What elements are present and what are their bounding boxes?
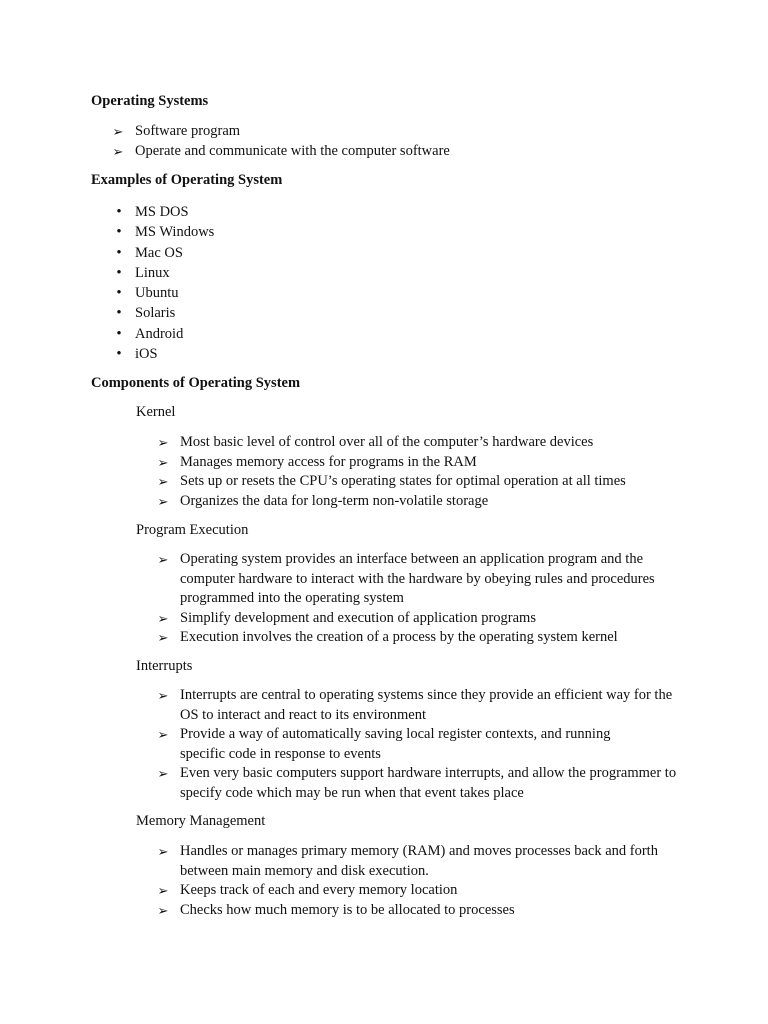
arrow-bullet-icon: ➢	[157, 552, 169, 567]
list-item-text: MS Windows	[135, 224, 215, 241]
list-item-text: Most basic level of control over all of the computer’s hardware devices	[180, 434, 594, 450]
list-item-text: Sets up or resets the CPU’s operating states for optimal operation at all times	[180, 473, 626, 489]
arrow-bullet-icon: ➢	[157, 727, 169, 742]
subheading-program-execution: Program Execution	[136, 522, 249, 538]
arrow-bullet-icon: ➢	[157, 610, 169, 626]
operating-systems-list	[91, 122, 691, 161]
list-item	[136, 628, 684, 648]
program-execution-list	[136, 550, 684, 648]
list-item-text: Manages memory access for programs in the RAM	[180, 453, 477, 470]
list-item-text: Linux	[135, 264, 170, 281]
list-item-text: Provide a way of automatically saving local register contexts, and running specific code in response to events	[180, 726, 611, 762]
list-item-text: Keeps track of each and every memory location	[180, 882, 458, 898]
list-item	[136, 725, 684, 764]
list-item	[91, 303, 691, 323]
subheading-kernel: Kernel	[136, 404, 176, 420]
list-item-text: Checks how much memory is to be allocated to processes	[180, 901, 515, 918]
list-item	[91, 324, 691, 344]
arrow-bullet-icon: ➢	[157, 630, 169, 645]
bullet-icon: •	[116, 285, 122, 302]
list-item	[91, 122, 691, 142]
list-item-text: Interrupts are central to operating systems since they provide an efficient way for the OS to interact and react to its environment	[180, 687, 673, 723]
list-item-text: Execution involves the creation of a process by the operating system kernel	[180, 629, 618, 645]
list-item	[136, 842, 684, 881]
list-item-text: Organizes the data for long-term non-volatile storage	[180, 492, 489, 509]
arrow-bullet-icon: ➢	[157, 493, 169, 509]
bullet-icon: •	[116, 325, 122, 342]
list-item-text: Ubuntu	[135, 285, 179, 302]
bullet-icon: •	[116, 244, 122, 261]
list-item	[136, 433, 676, 453]
list-item	[91, 202, 691, 222]
list-item-text: Software program	[135, 123, 241, 139]
list-item	[91, 222, 691, 242]
subheading-memory-management: Memory Management	[136, 813, 266, 829]
arrow-bullet-icon: ➢	[157, 435, 169, 450]
list-item	[91, 344, 691, 364]
list-item	[91, 263, 691, 283]
list-item	[91, 243, 691, 263]
list-item-text: Mac OS	[135, 244, 183, 261]
examples-list	[91, 202, 691, 364]
subheading-interrupts: Interrupts	[136, 658, 193, 674]
list-item	[136, 550, 684, 609]
list-item-text: Handles or manages primary memory (RAM) and moves processes back and forth between main memory and disk execution.	[180, 843, 658, 879]
list-item	[136, 901, 684, 921]
arrow-bullet-icon: ➢	[157, 474, 169, 489]
arrow-bullet-icon: ➢	[112, 143, 124, 159]
list-item	[136, 609, 684, 629]
heading-examples: Examples of Operating System	[91, 172, 283, 188]
arrow-bullet-icon: ➢	[157, 902, 169, 918]
list-item	[91, 283, 691, 303]
arrow-bullet-icon: ➢	[157, 454, 169, 470]
bullet-icon: •	[116, 264, 122, 281]
list-item-text: Simplify development and execution of application programs	[180, 609, 536, 626]
bullet-icon: •	[116, 204, 122, 220]
arrow-bullet-icon: ➢	[157, 844, 169, 859]
list-item-text: Operate and communicate with the computer software	[135, 142, 450, 159]
memory-management-list	[136, 842, 684, 920]
list-item-text: Android	[135, 325, 184, 342]
list-item	[136, 492, 676, 512]
list-item	[136, 472, 676, 492]
bullet-icon: •	[116, 224, 122, 241]
interrupts-list	[136, 686, 684, 803]
list-item-text: Solaris	[135, 305, 176, 322]
bullet-icon: •	[116, 305, 122, 322]
list-item-text: Even very basic computers support hardware interrupts, and allow the programmer to specify code which may be run when that event takes place	[180, 765, 677, 801]
list-item-text: iOS	[135, 346, 158, 363]
kernel-list	[136, 433, 676, 511]
arrow-bullet-icon: ➢	[157, 766, 169, 781]
heading-operating-systems: Operating Systems	[91, 93, 209, 109]
list-item-text: Operating system provides an interface between an application program and the computer hardware to interact with the hardware by obeying rules and procedures programmed into the operating system	[180, 551, 655, 606]
list-item	[136, 686, 684, 725]
list-item	[91, 142, 691, 162]
bullet-icon: •	[116, 346, 122, 363]
list-item	[136, 881, 684, 901]
list-item-text: MS DOS	[135, 204, 189, 220]
heading-components: Components of Operating System	[91, 375, 301, 391]
arrow-bullet-icon: ➢	[157, 688, 169, 703]
arrow-bullet-icon: ➢	[112, 124, 124, 139]
list-item	[136, 453, 676, 473]
list-item	[136, 764, 684, 803]
arrow-bullet-icon: ➢	[157, 883, 169, 898]
